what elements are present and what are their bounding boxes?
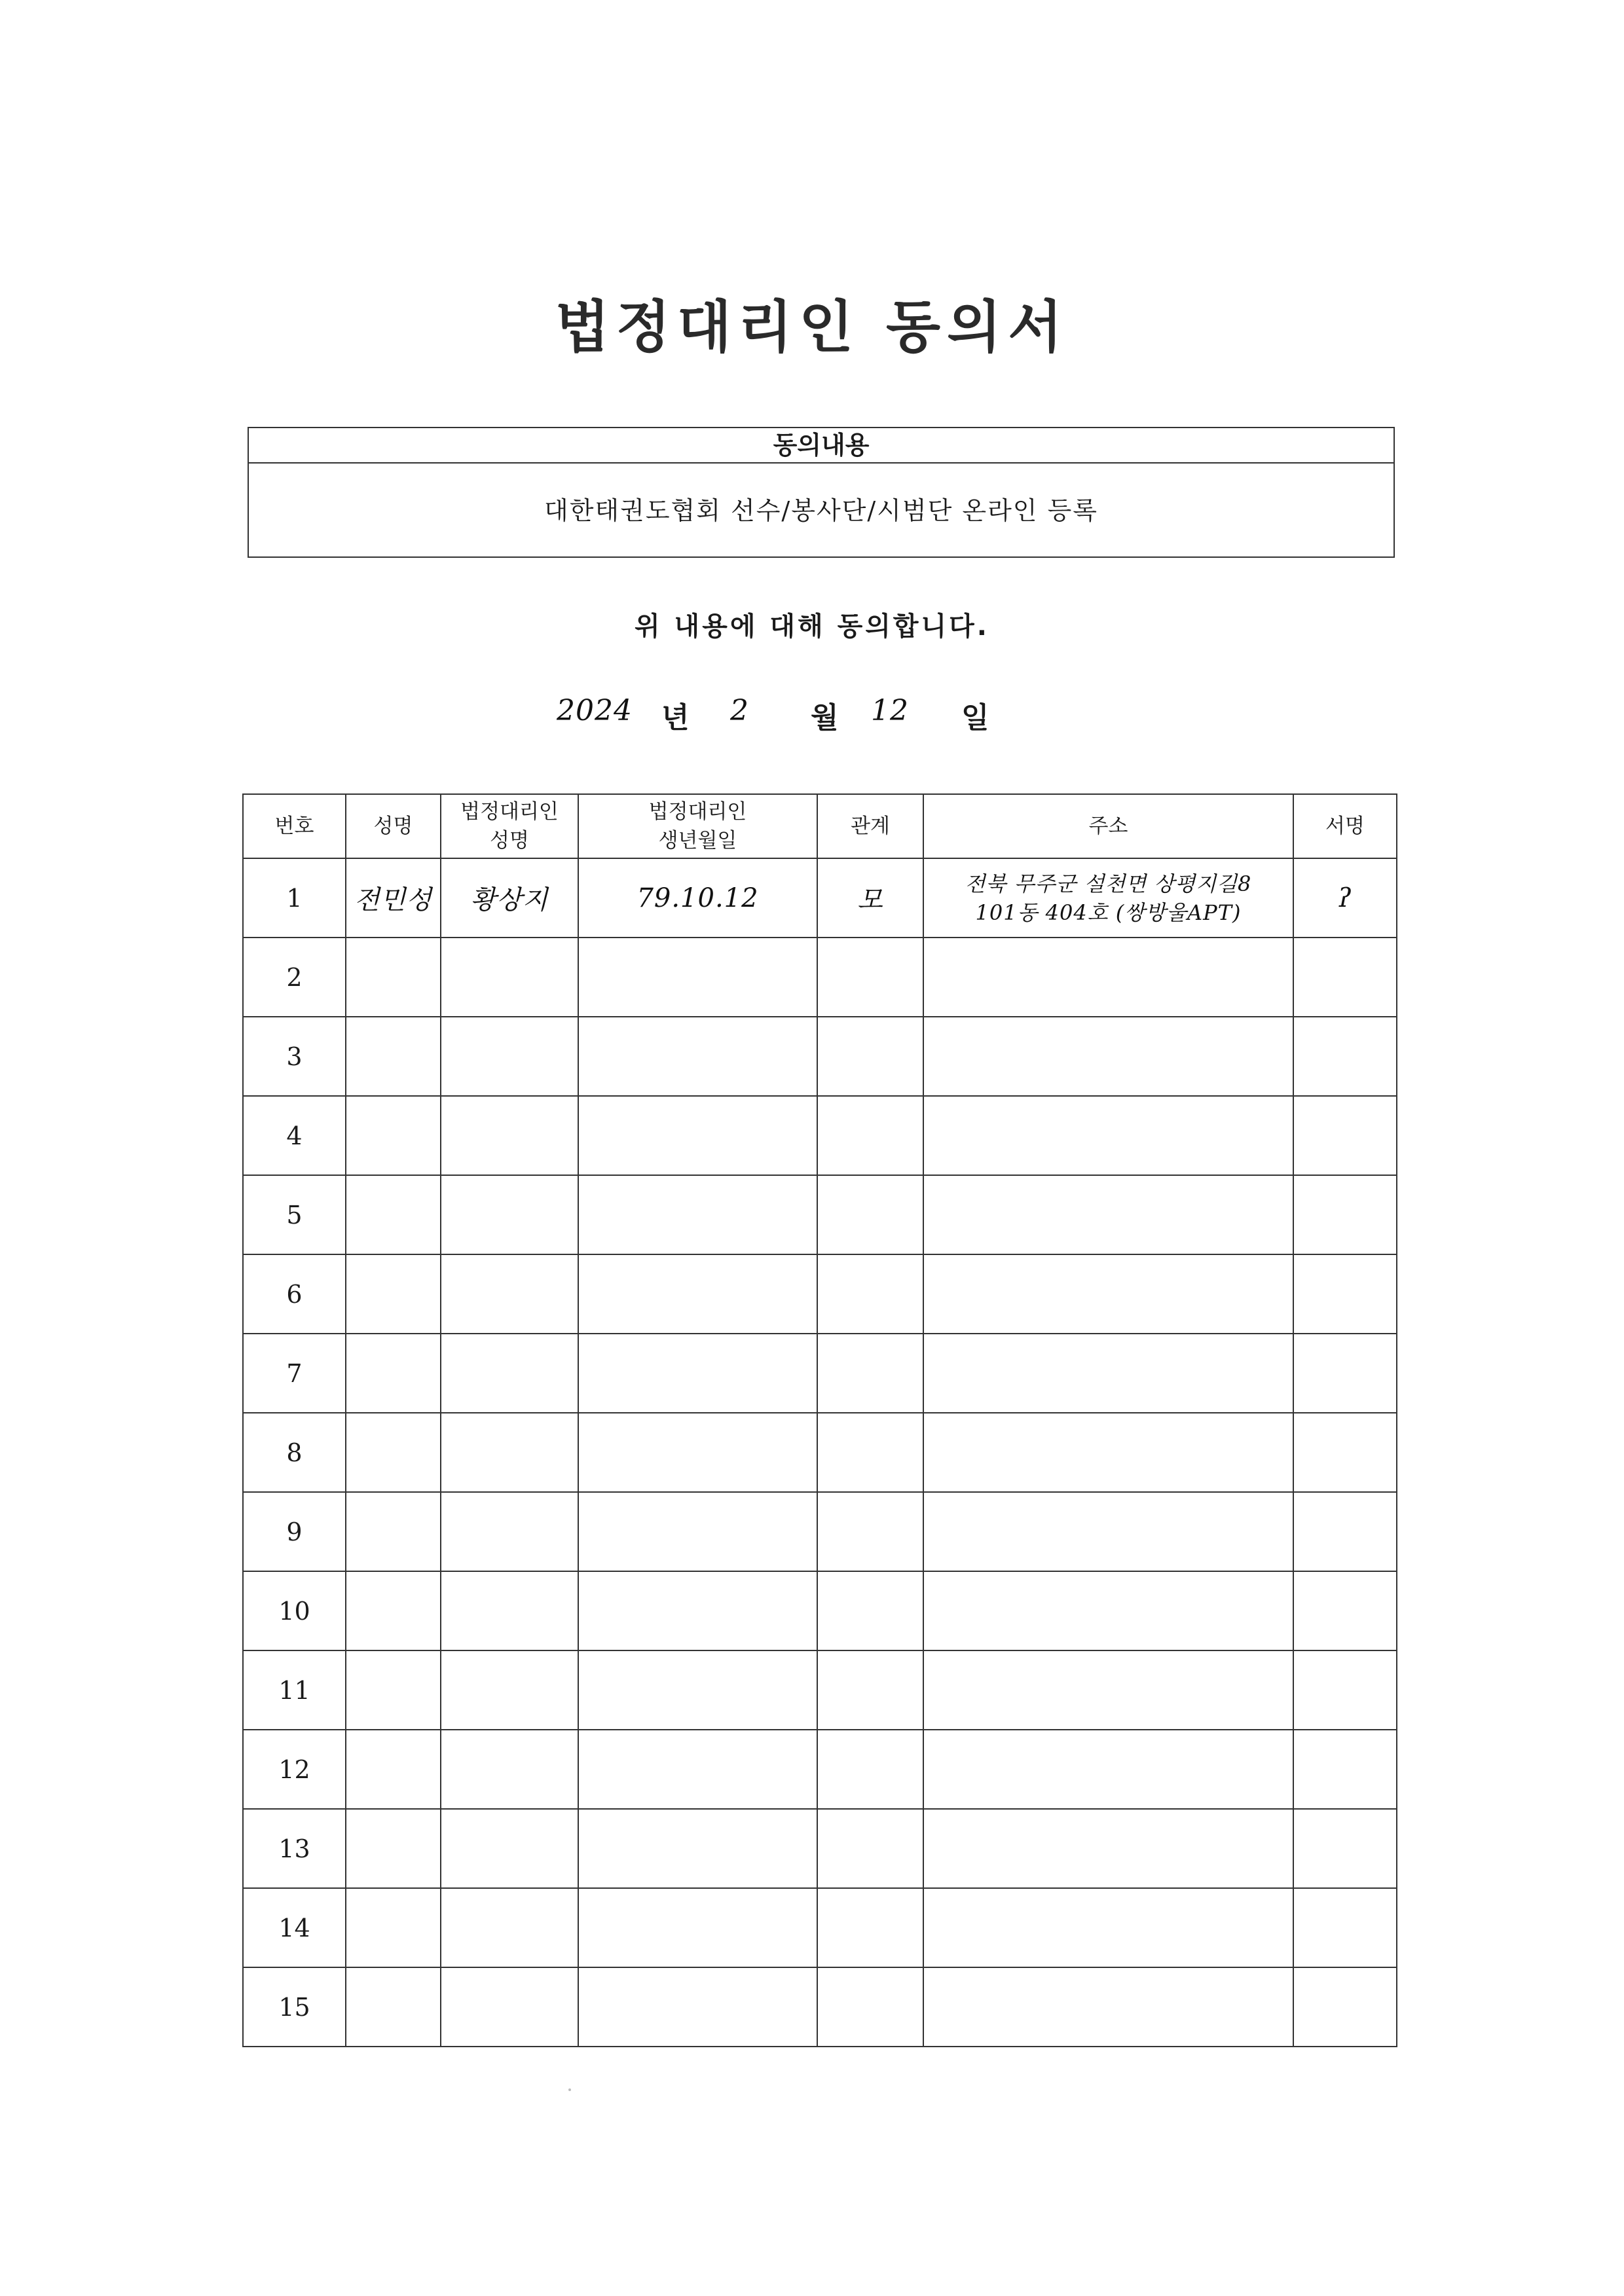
row-name-cell[interactable]: [346, 938, 441, 1017]
header-name: 성명: [346, 794, 441, 858]
row-signature-cell[interactable]: [1293, 1175, 1397, 1254]
row-name-cell[interactable]: [346, 1017, 441, 1096]
row-number-value: 13: [278, 1834, 310, 1863]
row-number-cell: [243, 858, 346, 938]
row-guardian-name-cell[interactable]: [441, 858, 578, 938]
row-number-value: 6: [286, 1279, 303, 1309]
row-number-value: 7: [286, 1358, 303, 1388]
consent-content-box: [248, 427, 1395, 558]
row-guardian-birth-cell[interactable]: [578, 1809, 817, 1888]
row-name-cell[interactable]: [346, 1254, 441, 1334]
table-row: [243, 1809, 1397, 1888]
row-guardian-birth-cell[interactable]: [578, 1967, 817, 2047]
header-guardian-birth-line2: 생년월일: [658, 829, 737, 852]
row-signature-cell[interactable]: [1293, 1650, 1397, 1730]
header-guardian-name-line2: 성명: [490, 829, 529, 852]
row-address-cell[interactable]: [923, 1017, 1293, 1096]
row-name-cell[interactable]: [346, 1967, 441, 2047]
row-relation-cell[interactable]: [817, 1492, 923, 1571]
table-row: [243, 1571, 1397, 1650]
row-signature-cell[interactable]: [1293, 1571, 1397, 1650]
row-guardian-name-cell[interactable]: [441, 1967, 578, 2047]
row-guardian-birth-value: 79.10.12: [637, 883, 759, 913]
row-address-cell[interactable]: [923, 1730, 1293, 1809]
row-number-cell: [243, 1334, 346, 1413]
row-guardian-birth-cell[interactable]: [578, 1175, 817, 1254]
row-number-cell: [243, 1492, 346, 1571]
row-signature-cell[interactable]: [1293, 858, 1397, 938]
row-guardian-birth-cell[interactable]: [578, 1730, 817, 1809]
row-guardian-birth-cell[interactable]: [578, 1254, 817, 1334]
row-address-line2: 101동 404호 (쌍방울APT): [975, 900, 1242, 925]
date-day-value[interactable]: 12: [871, 694, 909, 727]
row-name-cell[interactable]: [346, 1492, 441, 1571]
table-row: [243, 1254, 1397, 1334]
row-relation-cell[interactable]: [817, 1730, 923, 1809]
row-name-cell[interactable]: [346, 1096, 441, 1175]
row-number-cell: [243, 1650, 346, 1730]
row-guardian-name-cell[interactable]: [441, 1017, 578, 1096]
date-line: [0, 687, 1624, 740]
row-number-cell: [243, 1254, 346, 1334]
table-header-row: [243, 794, 1397, 858]
row-relation-cell[interactable]: [817, 938, 923, 1017]
row-address-cell[interactable]: [923, 1967, 1293, 2047]
row-number-cell: [243, 1809, 346, 1888]
row-signature-cell[interactable]: [1293, 1492, 1397, 1571]
row-signature-cell[interactable]: [1293, 1334, 1397, 1413]
row-signature-cell[interactable]: [1293, 1809, 1397, 1888]
row-relation-value: 모: [857, 885, 883, 915]
row-name-value: 전민성: [354, 885, 432, 915]
row-name-cell[interactable]: [346, 1809, 441, 1888]
row-number-value: 14: [278, 1913, 310, 1942]
row-name-cell[interactable]: [346, 1334, 441, 1413]
row-name-cell[interactable]: [346, 1650, 441, 1730]
row-address-cell[interactable]: [923, 1888, 1293, 1967]
document-title: 법정대리인 동의서: [555, 295, 1069, 360]
row-address-cell[interactable]: [923, 1571, 1293, 1650]
row-number-value: 11: [278, 1675, 310, 1705]
row-guardian-name-cell[interactable]: [441, 1254, 578, 1334]
row-number-cell: [243, 1967, 346, 2047]
header-guardian-birth: [578, 794, 817, 858]
row-guardian-name-cell[interactable]: [441, 1888, 578, 1967]
table-row: [243, 1017, 1397, 1096]
row-number-cell: [243, 1175, 346, 1254]
row-relation-cell[interactable]: [817, 1888, 923, 1967]
row-guardian-name-cell[interactable]: [441, 1571, 578, 1650]
row-relation-cell[interactable]: [817, 1809, 923, 1888]
row-number-value: 12: [278, 1755, 310, 1784]
table-row: [243, 1413, 1397, 1492]
scan-speck: [568, 2088, 571, 2091]
row-guardian-name-cell[interactable]: [441, 1650, 578, 1730]
date-month-label: 월: [811, 701, 839, 735]
date-year-value[interactable]: 2024: [557, 694, 633, 727]
row-name-cell[interactable]: [346, 858, 441, 938]
table-row: [243, 1492, 1397, 1571]
row-name-cell[interactable]: [346, 1413, 441, 1492]
row-guardian-birth-cell[interactable]: [578, 1017, 817, 1096]
row-number-value: 10: [278, 1596, 310, 1626]
row-number-cell: [243, 938, 346, 1017]
row-guardian-birth-cell[interactable]: [578, 1492, 817, 1571]
row-number-value: 1: [286, 883, 303, 913]
row-signature-cell[interactable]: [1293, 1254, 1397, 1334]
row-address-cell[interactable]: [923, 1175, 1293, 1254]
row-signature-cell[interactable]: [1293, 1096, 1397, 1175]
row-guardian-name-cell[interactable]: [441, 938, 578, 1017]
row-relation-cell[interactable]: [817, 1254, 923, 1334]
row-guardian-birth-cell[interactable]: [578, 1096, 817, 1175]
row-guardian-birth-cell[interactable]: [578, 1334, 817, 1413]
row-number-value: 8: [286, 1438, 303, 1467]
row-address-cell[interactable]: [923, 1809, 1293, 1888]
row-address-cell[interactable]: [923, 1413, 1293, 1492]
row-signature-cell[interactable]: [1293, 938, 1397, 1017]
row-number-value: 9: [286, 1517, 303, 1546]
row-number-value: 5: [286, 1200, 303, 1230]
row-relation-cell[interactable]: [817, 1017, 923, 1096]
table-row: [243, 1175, 1397, 1254]
header-relation: 관계: [817, 794, 923, 858]
row-number-cell: [243, 1017, 346, 1096]
table-row: [243, 1967, 1397, 2047]
row-guardian-birth-cell[interactable]: [578, 1571, 817, 1650]
row-relation-cell[interactable]: [817, 1175, 923, 1254]
guardian-consent-table: [242, 793, 1397, 2047]
agreement-statement: 위 내용에 대해 동의합니다.: [634, 611, 989, 642]
row-relation-cell[interactable]: [817, 858, 923, 938]
row-guardian-name-cell[interactable]: [441, 1175, 578, 1254]
row-number-cell: [243, 1096, 346, 1175]
row-name-cell[interactable]: [346, 1730, 441, 1809]
row-relation-cell[interactable]: [817, 1413, 923, 1492]
row-guardian-name-cell[interactable]: [441, 1809, 578, 1888]
row-name-cell[interactable]: [346, 1175, 441, 1254]
row-number-value: 4: [286, 1121, 303, 1150]
row-signature-cell[interactable]: [1293, 1413, 1397, 1492]
row-guardian-name-cell[interactable]: [441, 1413, 578, 1492]
row-signature-cell[interactable]: [1293, 1967, 1397, 2047]
date-day-label: 일: [961, 701, 989, 735]
table-row: [243, 1650, 1397, 1730]
row-signature-cell[interactable]: [1293, 1730, 1397, 1809]
row-guardian-birth-cell[interactable]: [578, 1888, 817, 1967]
row-guardian-birth-cell[interactable]: [578, 858, 817, 938]
row-guardian-name-cell[interactable]: [441, 1730, 578, 1809]
row-address-cell[interactable]: [923, 1254, 1293, 1334]
row-number-cell: [243, 1571, 346, 1650]
row-guardian-birth-cell[interactable]: [578, 1413, 817, 1492]
row-address-cell[interactable]: [923, 938, 1293, 1017]
table-row: [243, 1334, 1397, 1413]
row-guardian-name-cell[interactable]: [441, 1492, 578, 1571]
consent-content: 대한태권도협회 선수/봉사단/시범단 온라인 등록: [544, 496, 1098, 525]
row-number-value: 3: [286, 1042, 303, 1071]
row-signature-cell[interactable]: [1293, 1888, 1397, 1967]
header-guardian-birth-line1: 법정대리인: [648, 800, 747, 824]
row-signature-cell[interactable]: [1293, 1017, 1397, 1096]
row-relation-cell[interactable]: [817, 1334, 923, 1413]
table-row: [243, 938, 1397, 1017]
row-guardian-birth-cell[interactable]: [578, 938, 817, 1017]
row-number-value: 2: [286, 962, 303, 992]
row-name-cell[interactable]: [346, 1571, 441, 1650]
row-address-cell[interactable]: [923, 1492, 1293, 1571]
header-signature: 서명: [1293, 794, 1397, 858]
row-address-cell[interactable]: [923, 858, 1293, 938]
consent-header: 동의내용: [249, 428, 1393, 464]
table-row: [243, 1096, 1397, 1175]
row-signature-value: ʔ: [1337, 883, 1353, 913]
row-guardian-birth-cell[interactable]: [578, 1650, 817, 1730]
row-address-cell[interactable]: [923, 1650, 1293, 1730]
row-relation-cell[interactable]: [817, 1650, 923, 1730]
table-row: [243, 1730, 1397, 1809]
row-address-cell[interactable]: [923, 1096, 1293, 1175]
row-relation-cell[interactable]: [817, 1096, 923, 1175]
row-number-cell: [243, 1730, 346, 1809]
row-guardian-name-cell[interactable]: [441, 1334, 578, 1413]
row-guardian-name-value: 황상지: [470, 885, 549, 915]
row-relation-cell[interactable]: [817, 1571, 923, 1650]
date-month-value[interactable]: 2: [730, 694, 749, 727]
header-guardian-name: [441, 794, 578, 858]
row-number-value: 15: [278, 1992, 310, 2022]
table-row: [243, 1888, 1397, 1967]
header-address: 주소: [923, 794, 1293, 858]
header-number: 번호: [243, 794, 346, 858]
date-year-label: 년: [661, 701, 690, 735]
row-number-cell: [243, 1413, 346, 1492]
table-row: [243, 858, 1397, 938]
row-relation-cell[interactable]: [817, 1967, 923, 2047]
row-address-line1: 전북 무주군 설천면 상평지길8: [965, 871, 1252, 896]
row-guardian-name-cell[interactable]: [441, 1096, 578, 1175]
row-number-cell: [243, 1888, 346, 1967]
row-name-cell[interactable]: [346, 1888, 441, 1967]
header-guardian-name-line1: 법정대리인: [460, 800, 559, 824]
row-address-cell[interactable]: [923, 1334, 1293, 1413]
table-body: [243, 858, 1397, 2047]
